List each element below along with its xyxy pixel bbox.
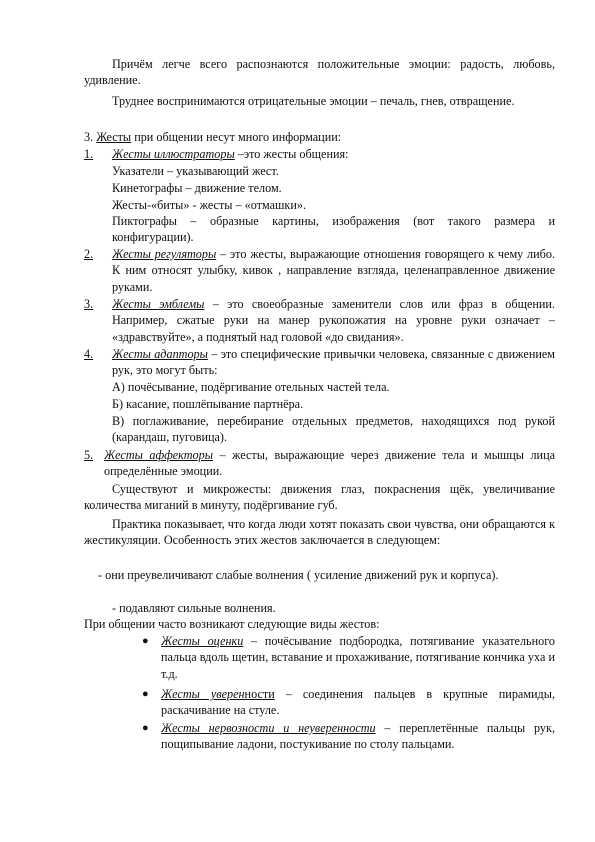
bullet-confidence [161,686,555,719]
bullet-confidence-term-italic: Жесты уверен [161,687,245,701]
item-4-number: 4. [84,347,94,361]
paragraph-negative-emotions: Труднее воспринимаются отрицательные эмоции – печаль, гнев, отвращение. [112,94,515,108]
item-1-number: 1. [84,147,94,161]
paragraph-positive-emotions: Причём легче всего распознаются положительные эмоции: радость, любовь, удивление. [84,57,555,88]
item-4-rest: – это специфические привычки человека, связанные с движением рук, это могут быть: [112,347,555,378]
item-2-rest: – это жесты, выражающие отношения говорящего к чему либо. К ним относят улыбку, кивок , направление взгляда, целенаправленное движение руками. [112,247,555,294]
item-4-text [112,346,555,379]
gestures-heading-number: 3. [84,130,94,144]
bullet-nervousness-rest: – переплетённые пальцы рук, пощипывание ладони, постукивание по столу пальцами. [161,721,555,752]
adaptor-a: А) почёсывание, подёргивание отельных частей тела. [112,380,390,394]
item-2-term: Жесты регуляторы [112,247,217,261]
sub-item-beats: Жесты-«биты» - жесты – «отмашки». [112,198,307,212]
bullet-icon: ● [142,722,149,734]
dash-item-exaggerate: - они преувеличивают слабые волнения ( усиление движений рук и корпуса). [98,568,499,582]
bullet-evaluation [161,633,555,682]
item-1-rest: –это жесты общения: [234,147,349,161]
bullet-confidence-rest: – соединения пальцев в крупные пирамиды, раскачивание на стуле. [161,687,555,718]
bullet-nervousness [161,720,555,753]
bullet-nervousness-term: Жесты нервозности и неуверенности [161,721,376,735]
dash-item-suppress: - подавляют сильные волнения. [112,601,276,615]
item-3-rest: – это своеобразные заменители слов или фраз в общении. Например, сжатые руки на манер рукопожатия на уровне руки означает – «здравствуйте», а поднятый над головой «до свидания». [112,297,555,344]
paragraph-gesture-types: При общении часто возникают следующие виды жестов: [84,617,380,631]
item-2-text [112,246,555,295]
sub-item-pictographs: Пиктографы – образные картины, изображения (вот такого размера и конфигурации). [112,214,555,245]
sub-item-kinetographs: Кинетографы – движение телом. [112,181,282,195]
item-3-term: Жесты эмблемы [112,297,205,311]
bullet-icon: ● [142,635,149,647]
item-3-number: 3. [84,297,94,311]
paragraph-microgestures: Существуют и микрожесты: движения глаз, покраснения щёк, увеличивание количества миганий в минуту, подёргивание губ. [84,482,555,513]
item-5-term: Жесты аффекторы [104,448,213,462]
gestures-heading-term: Жесты [96,130,132,144]
item-5-text [104,447,555,480]
bullet-confidence-term-plain: ности [244,687,275,701]
bullet-evaluation-term: Жесты оценки [161,634,244,648]
gestures-heading-rest: при общении несут много информации: [131,130,342,144]
item-2-number: 2. [84,247,94,261]
item-1-text [112,146,555,162]
bullet-evaluation-rest: – почёсывание подбородка, потягивание указательного пальца вдоль щетин, вставание и прохаживание, потягивание кончика уха и т.д. [161,634,556,681]
paragraph-practice: Практика показывает, что когда люди хотят показать свои чувства, они обращаются к жестикуляции. Особенность этих жестов заключается в следующем: [84,517,555,548]
item-1-term: Жесты иллюстраторы [112,147,235,161]
adaptor-b: Б) касание, пошлёпывание партнёра. [112,397,304,411]
sub-item-pointers: Указатели – указывающий жест. [112,164,279,178]
item-5-number: 5. [84,448,94,462]
gestures-heading [84,129,555,145]
item-3-text [112,296,555,345]
item-4-term: Жесты адапторы [112,347,208,361]
bullet-icon: ● [142,688,149,700]
adaptor-c: В) поглаживание, перебирание отдельных предметов, находящихся под рукой (карандаш, пуговица). [112,414,555,445]
item-5-rest: – жесты, выражающие через движение тела и мышцы лица определённые эмоции. [104,448,556,479]
